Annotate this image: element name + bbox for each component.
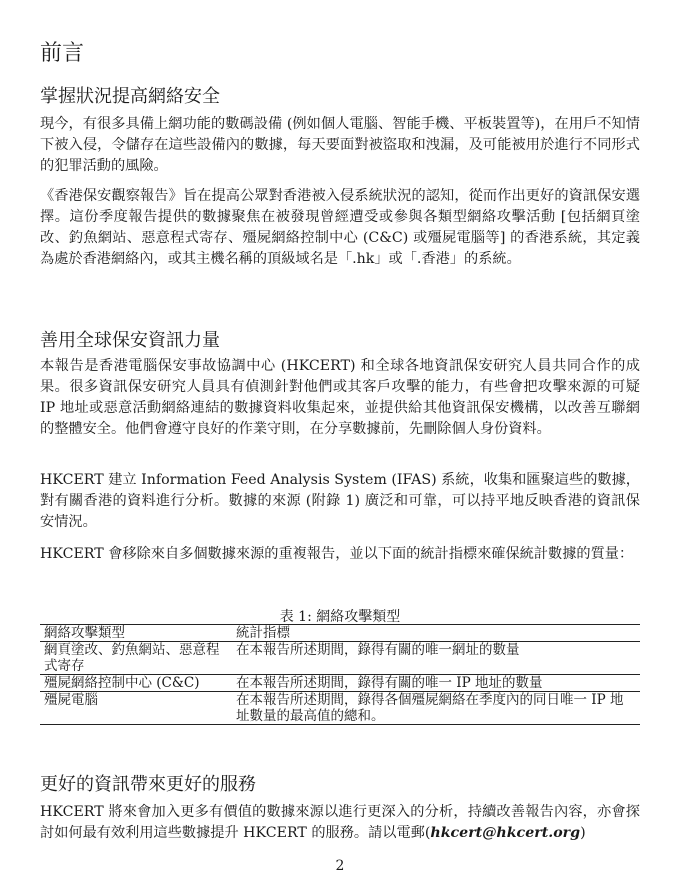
section3-para-tail: )	[580, 825, 586, 841]
section3-para	[40, 802, 640, 844]
table-header-row	[40, 625, 640, 642]
section1-para2: 《香港保安觀察報告》旨在提高公眾對香港被入侵系統狀況的認知，從而作出更好的資訊保安選擇。這份季度報告提供的數據聚焦在被發現曾經遭受或參與各類型網絡攻擊活動 [包括網頁塗改、釣魚網站、惡意程式寄存、殭屍網絡控制中心 (C&C) 或殭屍電腦等] 的香港系統，其定義為處於香港網絡內，或其主機名稱的頂級域名是「.hk」或「.香港」的系統。	[40, 188, 640, 267]
section1-para1: 現今，有很多具備上網功能的數碼設備 (例如個人電腦、智能手機、平板裝置等)，在用戶不知情下被入侵，令儲存在這些設備內的數據，每天要面對被盜取和洩漏，及可能被用於進行不同形式的犯罪活動的風險。	[40, 116, 640, 174]
section3-para-lead: HKCERT 將來會加入更多有價值的數據來源以進行更深入的分析，持續改善報告內容，亦會探討如何最有效利用這些數據提升 HKCERT 的服務。請以電郵(	[40, 804, 640, 841]
table-row	[40, 692, 640, 725]
table-header-attack-type: 網絡攻擊類型	[44, 625, 125, 641]
email-link[interactable]: hkcert@hkcert.org	[430, 825, 581, 841]
page-heading: 前言	[40, 41, 85, 66]
table-cell-metric: 在本報告所述期間，錄得有關的唯一網址的數量	[236, 642, 520, 658]
table-cell-metric: 在本報告所述期間，錄得各個殭屍網絡在季度內的同日唯一 IP 地址數量的最高值的總和。	[236, 692, 624, 724]
table-cell-type: 殭屍電腦	[44, 692, 98, 708]
attack-type-table	[40, 624, 640, 725]
section2-para2: HKCERT 建立 Information Feed Analysis System (IFAS) 系統，收集和匯聚這些的數據，對有關香港的資料進行分析。數據的來源 (附錄 1) 廣泛和可靠，可以持平地反映香港的資訊保安情況。	[40, 472, 640, 530]
section3-title: 更好的資訊帶來更好的服務	[40, 774, 256, 795]
section2-para3: HKCERT 會移除來自多個數據來源的重複報告，並以下面的統計指標來確保統計數據的質量：	[40, 546, 634, 562]
table-row	[40, 675, 640, 692]
section2-title: 善用全球保安資訊力量	[40, 330, 220, 351]
table-cell-type: 網頁塗改、釣魚網站、惡意程式寄存	[44, 642, 220, 674]
table-row	[40, 642, 640, 675]
table-cell-metric: 在本報告所述期間，錄得有關的唯一 IP 地址的數量	[236, 675, 543, 691]
section2-para1: 本報告是香港電腦保安事故協調中心 (HKCERT) 和全球各地資訊保安研究人員共同合作的成果。很多資訊保安研究人員具有偵測針對他們或其客戶攻擊的能力，有些會把攻擊來源的可疑 IP 地址或惡意活動網絡連結的數據資料收集起來，並提供給其他資訊保安機構，以改善互聯網的整體安全。他們會遵守良好的作業守則，在分享數據前，先刪除個人身份資料。	[40, 358, 640, 437]
page-number: 2	[335, 858, 345, 874]
table-caption: 表 1: 網絡攻擊類型	[279, 609, 401, 625]
table-header-metric: 統計指標	[236, 625, 290, 641]
section1-title: 掌握狀況提高網絡安全	[40, 86, 220, 107]
table-cell-type: 殭屍網絡控制中心 (C&C)	[44, 675, 200, 691]
